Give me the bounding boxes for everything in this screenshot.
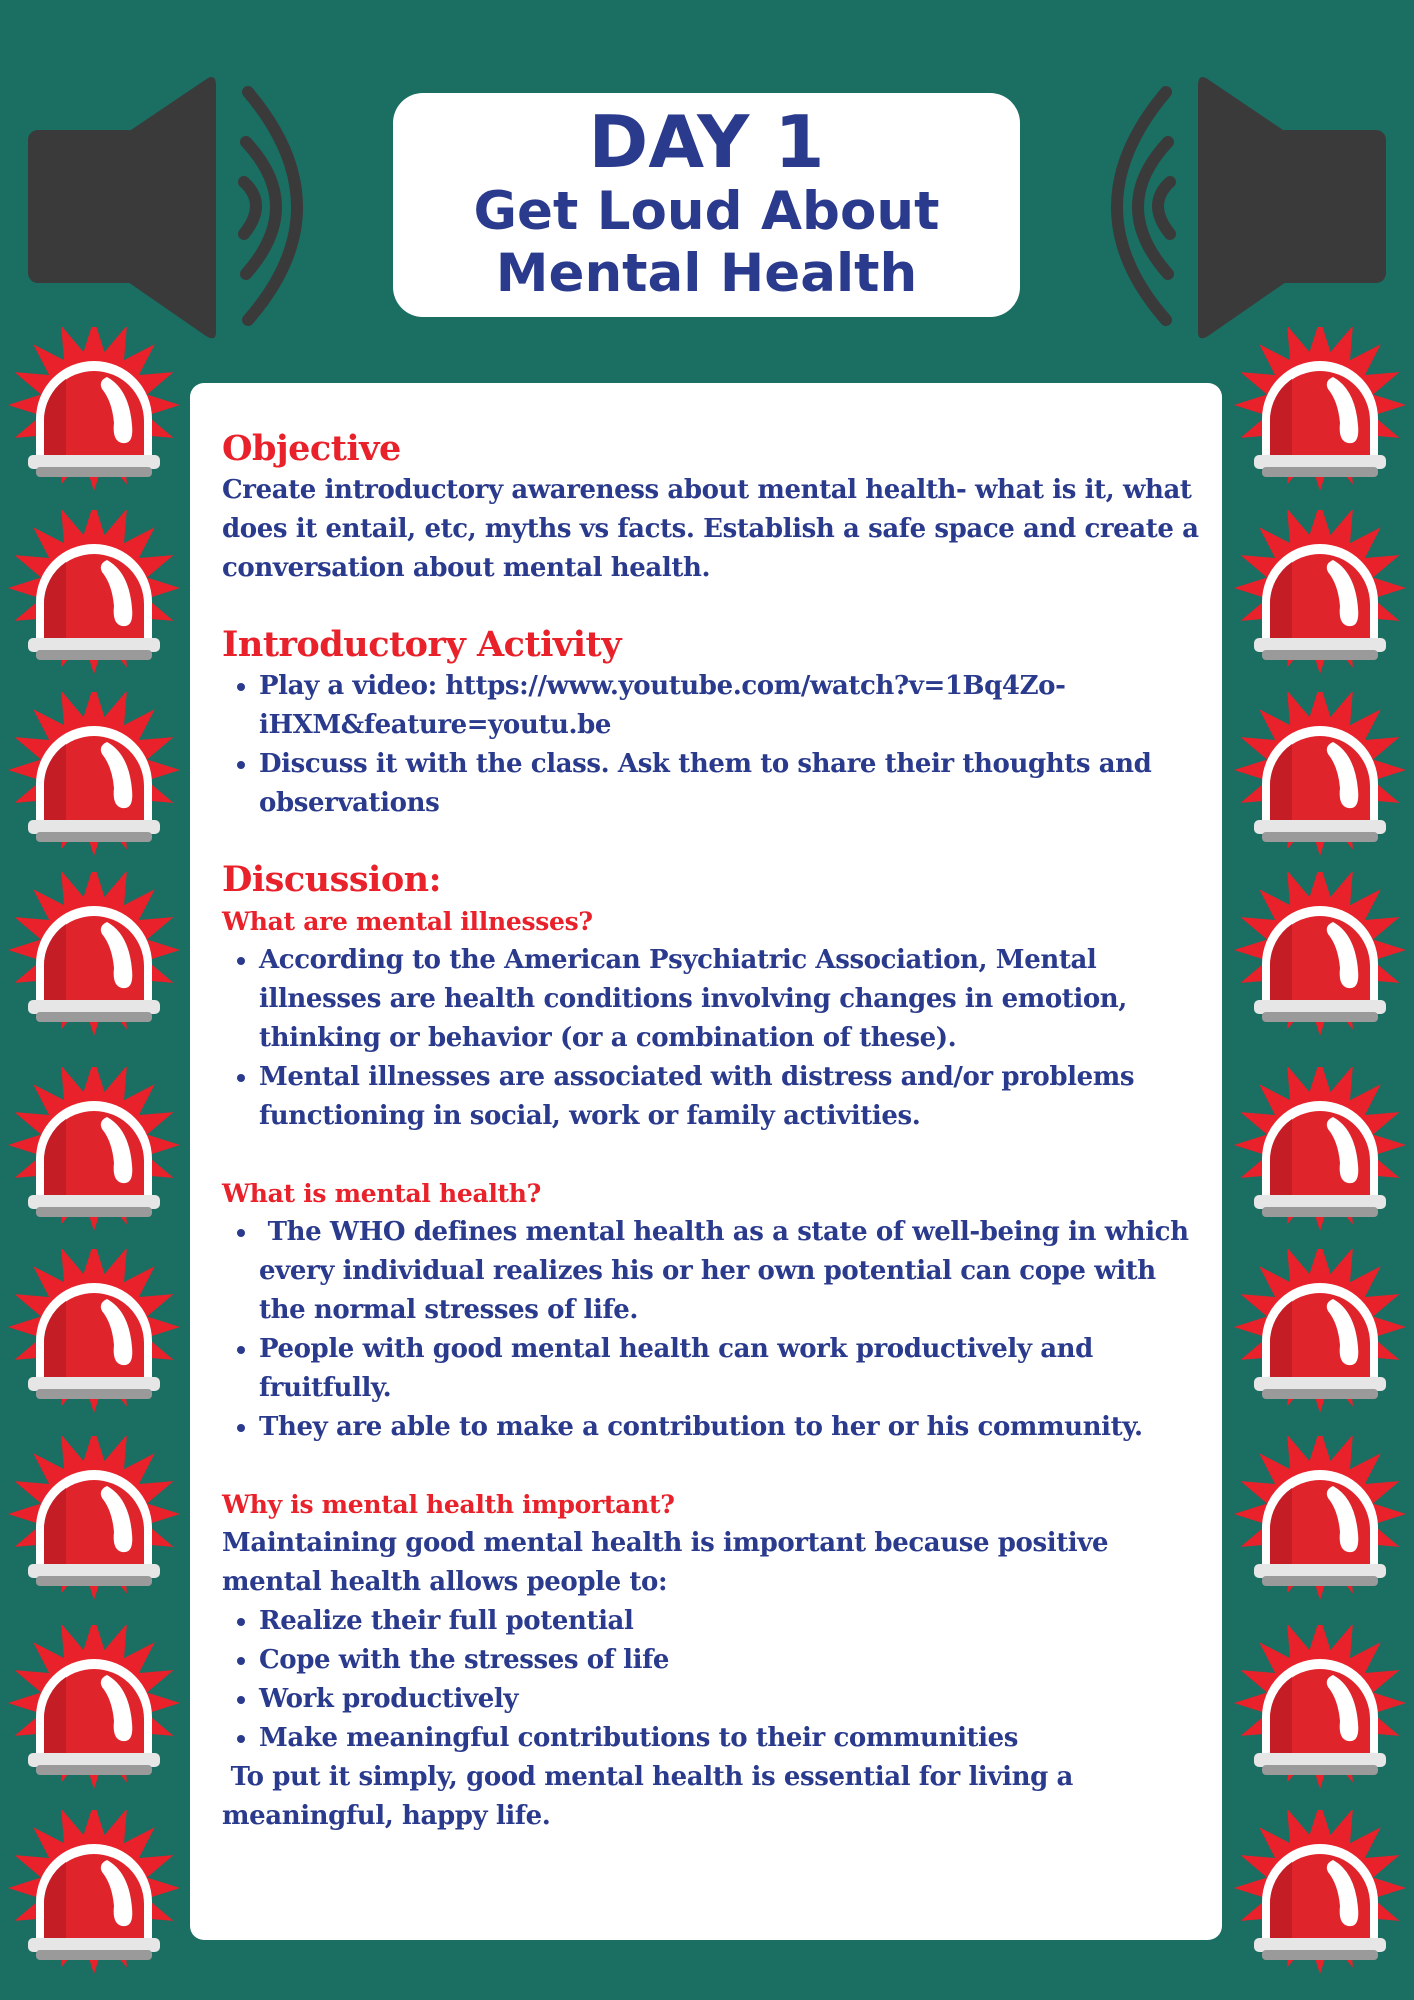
siren-icon	[1230, 1067, 1410, 1237]
siren-icon	[4, 1249, 184, 1419]
title-day: DAY 1	[588, 100, 825, 184]
siren-icon	[1230, 510, 1410, 680]
objective-text: Create introductory awareness about mental health- what is it, what does it entail, etc, myths vs facts. Establish a safe space and create a conversation about mental health.	[222, 475, 1199, 583]
list-item: • Work productively	[259, 1680, 1207, 1719]
siren-icon	[4, 327, 184, 497]
siren-icon	[4, 1067, 184, 1237]
speaker-icon	[1056, 74, 1386, 344]
q1-heading: What are mental illnesses?	[222, 907, 593, 936]
siren-icon	[4, 1810, 184, 1980]
list-item: • The WHO defines mental health as a state of well-being in which every individual realizes his or her own potential can cope with the normal stresses of life.	[259, 1213, 1207, 1330]
title-box	[393, 93, 1020, 317]
list-item: • Realize their full potential	[259, 1602, 1207, 1641]
siren-icon	[1230, 1249, 1410, 1419]
siren-icon	[4, 872, 184, 1042]
siren-icon	[1230, 1810, 1410, 1980]
speaker-icon	[28, 74, 358, 344]
list-item: • Play a video: https://www.youtube.com/watch?v=1Bq4Zo-iHXM&feature=youtu.be	[259, 667, 1207, 745]
discussion-heading: Discussion:	[222, 859, 442, 900]
siren-icon	[4, 692, 184, 862]
speaker-icon-left	[28, 74, 358, 344]
content	[222, 427, 1207, 1836]
q1-list	[222, 941, 1207, 1136]
siren-icon	[4, 1625, 184, 1795]
siren-icon	[1230, 692, 1410, 862]
list-item: • Discuss it with the class. Ask them to share their thoughts and observations	[259, 745, 1207, 823]
q3-list	[222, 1602, 1207, 1758]
content-card	[190, 383, 1222, 1940]
intro-list	[222, 667, 1207, 823]
list-item: • Cope with the stresses of life	[259, 1641, 1207, 1680]
siren-icon	[1230, 327, 1410, 497]
siren-icon	[1230, 1625, 1410, 1795]
q2-list	[222, 1213, 1207, 1447]
q3-heading: Why is mental health important?	[222, 1490, 675, 1519]
title-line-2: Mental Health	[495, 243, 918, 304]
q2-heading: What is mental health?	[222, 1179, 542, 1208]
siren-icon	[1230, 1436, 1410, 1606]
intro-heading: Introductory Activity	[222, 624, 622, 665]
list-item: • Make meaningful contributions to their communities	[259, 1719, 1207, 1758]
objective-heading: Objective	[222, 428, 401, 469]
q3-intro: Maintaining good mental health is important because positive mental health allows people to:	[222, 1528, 1109, 1597]
siren-icon	[4, 1436, 184, 1606]
list-item: • People with good mental health can work productively and fruitfully.	[259, 1330, 1207, 1408]
speaker-icon-right	[1056, 74, 1386, 344]
siren-icon	[4, 510, 184, 680]
list-item: • Mental illnesses are associated with distress and/or problems functioning in social, work or family activities.	[259, 1058, 1207, 1136]
siren-icon	[1230, 872, 1410, 1042]
q3-conclusion: To put it simply, good mental health is essential for living a meaningful, happy life.	[222, 1762, 1082, 1831]
title-line-1: Get Loud About	[473, 181, 940, 242]
list-item: • According to the American Psychiatric Association, Mental illnesses are health conditions involving changes in emotion, thinking or behavior (or a combination of these).	[259, 941, 1207, 1058]
list-item: • They are able to make a contribution to her or his community.	[259, 1408, 1207, 1447]
